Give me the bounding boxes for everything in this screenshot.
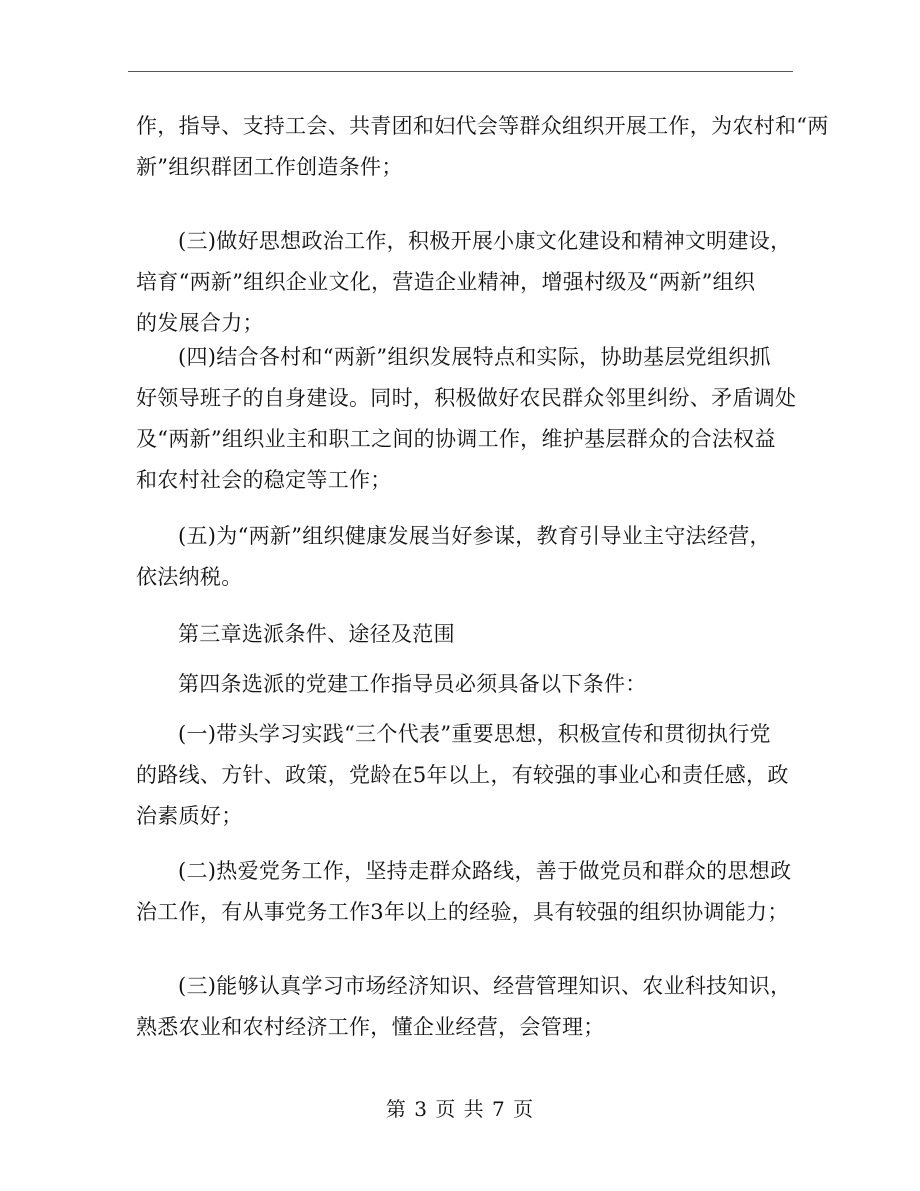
page-number-footer: 第 3 页 共 7 页 xyxy=(385,1097,535,1121)
text-line: 新”组织群团工作创造条件； xyxy=(136,155,403,179)
article-heading xyxy=(136,664,796,705)
text-line: (三)做好思想政治工作，积极开展小康文化建设和精神文明建设， xyxy=(178,229,792,253)
paragraph-item-5 xyxy=(136,516,796,598)
text-line: 培育“两新”组织企业文化，营造企业精神，增强村级及“两新”组织 xyxy=(136,270,756,294)
chapter-heading xyxy=(136,614,796,655)
text-line: (四)结合各村和“两新”组织发展特点和实际，协助基层党组织抓 xyxy=(178,345,771,369)
text-line: 治工作，有从事党务工作3年以上的经验，具有较强的组织协调能力； xyxy=(136,900,789,924)
paragraph-continuation xyxy=(136,106,829,188)
text-line: 及“两新”组织业主和职工之间的协调工作，维护基层群众的合法权益 xyxy=(136,427,776,451)
text-line: 第三章选派条件、途径及范围 xyxy=(178,622,455,646)
header-rule xyxy=(128,71,793,72)
text-line: (三)能够认真学习市场经济知识、经营管理知识、农业科技知识， xyxy=(178,974,792,998)
paragraph-condition-2 xyxy=(136,851,796,933)
text-line: (五)为“两新”组织健康发展当好参谋，教育引导业主守法经营， xyxy=(178,524,771,548)
text-line: 的发展合力； xyxy=(136,311,264,335)
text-line: (一)带头学习实践“三个代表”重要思想，积极宣传和贯彻执行党 xyxy=(178,722,771,746)
text-line: 第四条选派的党建工作指导员必须具备以下条件： xyxy=(178,672,647,696)
text-line: 好领导班子的自身建设。同时，积极做好农民群众邻里纠纷、矛盾调处 xyxy=(136,386,797,410)
text-line: (二)热爱党务工作，坚持走群众路线，善于做党员和群众的思想政 xyxy=(178,859,792,883)
text-line: 的路线、方针、政策，党龄在5年以上，有较强的事业心和责任感，政 xyxy=(136,763,789,787)
text-line: 作，指导、支持工会、共青团和妇代会等群众组织开展工作，为农村和“两 xyxy=(136,114,829,138)
paragraph-item-4 xyxy=(136,337,796,501)
text-line: 治素质好； xyxy=(136,804,243,828)
text-line: 熟悉农业和农村经济工作，懂企业经营，会管理； xyxy=(136,1015,605,1039)
paragraph-condition-1 xyxy=(136,714,796,837)
paragraph-item-3 xyxy=(136,221,796,344)
text-line: 依法纳税。 xyxy=(136,565,243,589)
paragraph-condition-3 xyxy=(136,966,796,1048)
text-line: 和农村社会的稳定等工作； xyxy=(136,468,392,492)
